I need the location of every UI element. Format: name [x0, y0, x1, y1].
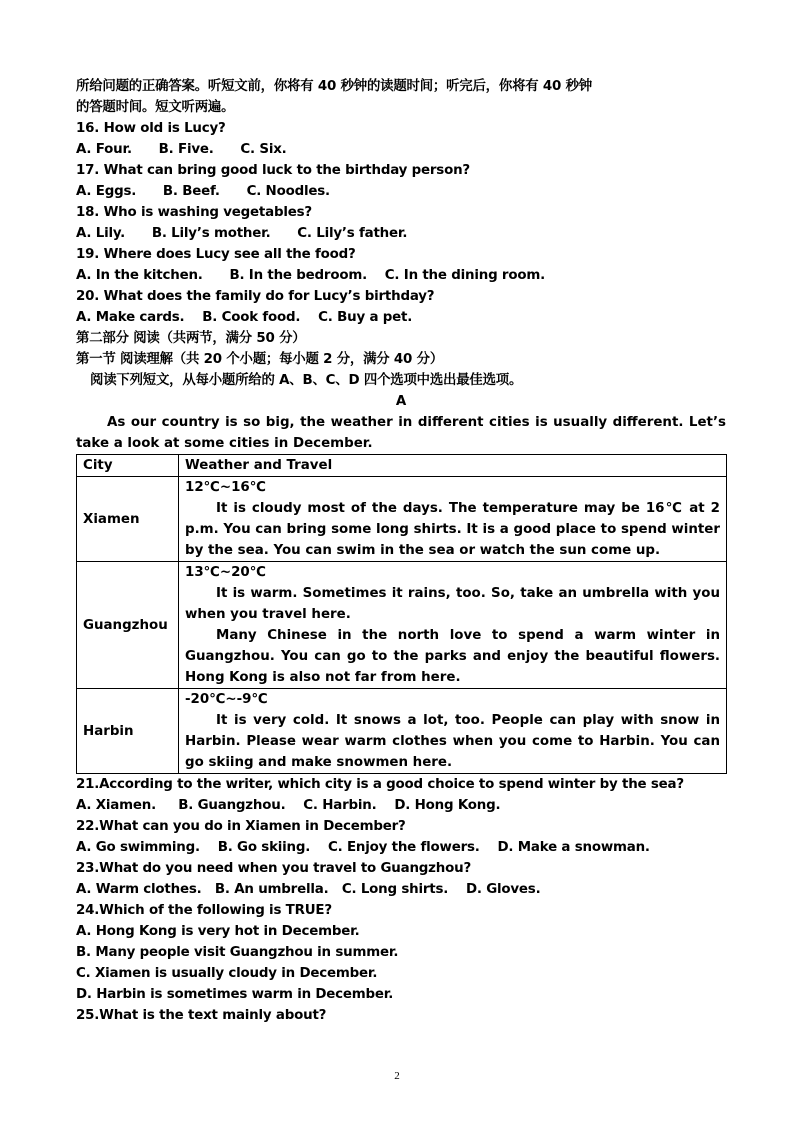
- question-16: 16. How old is Lucy?: [76, 121, 226, 136]
- temperature-range: 13℃~20℃: [185, 565, 266, 580]
- question-20-options: A. Make cards. B. Cook food. C. Buy a pet.: [76, 310, 413, 325]
- question-19-options: A. In the kitchen. B. In the bedroom. C. In the dining room.: [76, 268, 545, 283]
- question-24: 24.Which of the following is TRUE?: [76, 903, 332, 918]
- question-24-option-a: A. Hong Kong is very hot in December.: [76, 924, 360, 939]
- question-25: 25.What is the text mainly about?: [76, 1008, 327, 1023]
- header-weather: Weather and Travel: [179, 455, 727, 477]
- intro-line: 所给问题的正确答案。听短文前，你将有 40 秒钟的读题时间；听完后，你将有 40 秒钟: [76, 79, 592, 94]
- weather-paragraph: It is cloudy most of the days. The temperature may be 16℃ at 2 p.m. You can bring some long shirts. It is a good place to spend winter by the sea. You can swim in the sea or watch the sun come up.: [185, 501, 720, 558]
- question-21: 21.According to the writer, which city is a good choice to spend winter by the sea?: [76, 777, 684, 792]
- weather-paragraph: Many Chinese in the north love to spend a warm winter in Guangzhou. You can go to the parks and enjoy the beautiful flowers. Hong Kong is also not far from here.: [185, 628, 720, 685]
- weather-table: [76, 454, 727, 774]
- city-name: Xiamen: [77, 477, 179, 562]
- table-row: [77, 477, 727, 562]
- listening-instructions: [76, 76, 726, 118]
- city-name: Guangzhou: [77, 562, 179, 689]
- question-23: 23.What do you need when you travel to Guangzhou?: [76, 861, 472, 876]
- question-18: 18. Who is washing vegetables?: [76, 205, 312, 220]
- listening-questions: [76, 118, 726, 328]
- question-17-options: A. Eggs. B. Beef. C. Noodles.: [76, 184, 330, 199]
- header-city: City: [77, 455, 179, 477]
- exam-page: [76, 76, 726, 1026]
- question-22-options: A. Go swimming. B. Go skiing. C. Enjoy the flowers. D. Make a snowman.: [76, 840, 650, 855]
- question-24-option-c: C. Xiamen is usually cloudy in December.: [76, 966, 378, 981]
- question-24-option-d: D. Harbin is sometimes warm in December.: [76, 987, 394, 1002]
- table-row: [77, 689, 727, 774]
- weather-cell: [179, 562, 727, 689]
- passage-intro: As our country is so big, the weather in different cities is usually different. Let’s take a look at some cities in December.: [76, 415, 726, 451]
- part2-title: 第二部分 阅读（共两节，满分 50 分）: [76, 331, 306, 346]
- table-header-row: [77, 455, 727, 477]
- question-16-options: A. Four. B. Five. C. Six.: [76, 142, 287, 157]
- city-name: Harbin: [77, 689, 179, 774]
- temperature-range: -20℃~-9℃: [185, 692, 268, 707]
- question-17: 17. What can bring good luck to the birthday person?: [76, 163, 470, 178]
- reading-instruction: 阅读下列短文，从每小题所给的 A、B、C、D 四个选项中选出最佳选项。: [90, 373, 523, 388]
- intro-line: 的答题时间。短文听两遍。: [76, 100, 235, 115]
- question-22: 22.What can you do in Xiamen in December?: [76, 819, 406, 834]
- weather-paragraph: It is very cold. It snows a lot, too. People can play with snow in Harbin. Please wear warm clothes when you come to Harbin. You can go skiing and make snowmen here.: [185, 713, 720, 770]
- question-24-option-b: B. Many people visit Guangzhou in summer.: [76, 945, 399, 960]
- table-row: [77, 562, 727, 689]
- temperature-range: 12℃~16℃: [185, 480, 266, 495]
- weather-paragraph: It is warm. Sometimes it rains, too. So, take an umbrella with you when you travel here.: [185, 586, 720, 622]
- weather-cell: [179, 477, 727, 562]
- question-18-options: A. Lily. B. Lily’s mother. C. Lily’s father.: [76, 226, 408, 241]
- question-19: 19. Where does Lucy see all the food?: [76, 247, 356, 262]
- question-20: 20. What does the family do for Lucy’s birthday?: [76, 289, 435, 304]
- page-number: 2: [394, 1070, 400, 1082]
- passage-label: A: [395, 394, 407, 409]
- question-21-options: A. Xiamen. B. Guangzhou. C. Harbin. D. Hong Kong.: [76, 798, 501, 813]
- section1-title: 第一节 阅读理解（共 20 个小题；每小题 2 分，满分 40 分）: [76, 352, 444, 367]
- reading-questions: [76, 774, 726, 1026]
- question-23-options: A. Warm clothes. B. An umbrella. C. Long shirts. D. Gloves.: [76, 882, 541, 897]
- weather-cell: [179, 689, 727, 774]
